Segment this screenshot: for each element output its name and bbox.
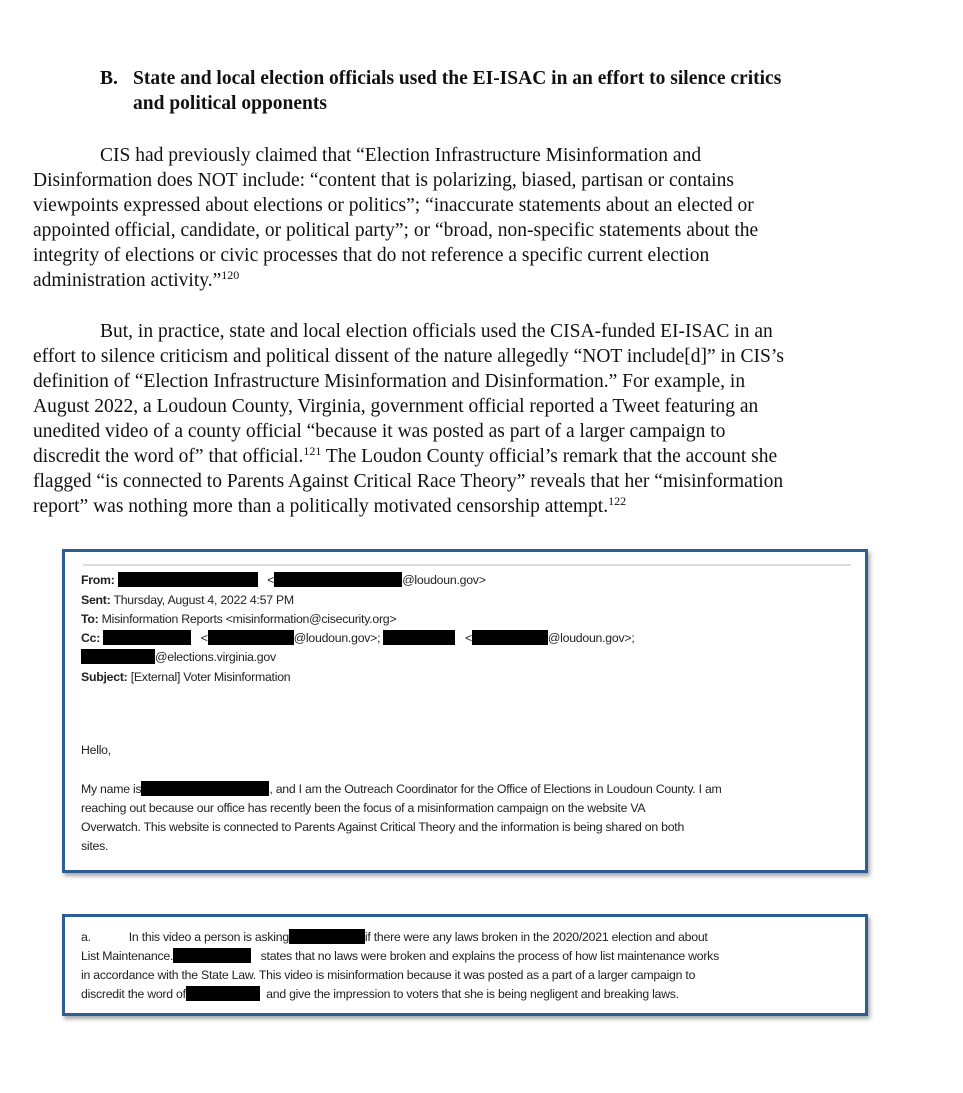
text: report” was nothing more than a politically motivated censorship attempt. [33, 496, 609, 517]
footnote-ref: 120 [221, 268, 240, 282]
section-heading-line2: and political opponents [133, 93, 327, 114]
email-body-line: Overwatch. This website is connected to Parents Against Critical Theory and the information is being shared on both [81, 820, 685, 834]
text-line: But, in practice, state and local election officials used the CISA-funded EI-ISAC in an [100, 321, 773, 342]
section-heading-line1: State and local election officials used the EI-ISAC in an effort to silence critics [133, 68, 782, 89]
email-cc: Cc: < @loudoun.gov>; < @loudoun.gov>; [81, 631, 635, 645]
text-line: viewpoints expressed about elections or politics”; “inaccurate statements about an elected or [33, 195, 754, 216]
excerpt-line: List Maintenance. states that no laws were broken and explains the process of how list maintenance works [81, 949, 719, 963]
email-body-line: reaching out because our office has recently been the focus of a misinformation campaign on the website VA [81, 801, 646, 815]
email-greeting: Hello, [81, 743, 111, 757]
text-line: August 2022, a Loudoun County, Virginia, government official reported a Tweet featuring an [33, 396, 759, 417]
excerpt-line: a. In this video a person is asking if there were any laws broken in the 2020/2021 election and about [81, 930, 708, 944]
text-line [33, 444, 777, 469]
email-cc-cont: @elections.virginia.gov [81, 649, 276, 665]
text-line [33, 268, 239, 293]
email-from: From: < @loudoun.gov> [81, 573, 486, 587]
text: The Loudon County official’s remark that the account she [321, 446, 778, 467]
email-to: To: Misinformation Reports <misinformation@cisecurity.org> [81, 612, 397, 626]
email-excerpt [62, 914, 868, 1016]
text-line: unedited video of a county official “because it was posted as part of a larger campaign to [33, 421, 726, 442]
excerpt-line: discredit the word of and give the impression to voters that she is being negligent and breaking laws. [81, 987, 679, 1001]
text: discredit the word of” that official. [33, 446, 304, 467]
excerpt-line: in accordance with the State Law. This video is misinformation because it was posted as a part of a larger campaign to [81, 968, 696, 982]
email-body-line: sites. [81, 839, 109, 853]
email-body-line: My name is , and I am the Outreach Coordinator for the Office of Elections in Loudoun County. I am [81, 782, 722, 796]
divider [83, 564, 851, 566]
text-line: integrity of elections or civic processes that do not reference a specific current election [33, 245, 710, 266]
text-line: definition of “Election Infrastructure Misinformation and Disinformation.” For example, in [33, 371, 746, 392]
email-screenshot [62, 549, 868, 873]
text-line [33, 494, 626, 519]
footnote-ref: 122 [608, 494, 627, 508]
text-line: Disinformation does NOT include: “content that is polarizing, biased, partisan or contains [33, 170, 734, 191]
text-line: flagged “is connected to Parents Against Critical Race Theory” reveals that her “misinformation [33, 471, 784, 492]
text-line: appointed official, candidate, or political party”; or “broad, non-specific statements about the [33, 220, 759, 241]
text: administration activity.” [33, 270, 222, 291]
email-sent: Sent: Thursday, August 4, 2022 4:57 PM [81, 593, 294, 607]
footnote-ref: 121 [303, 444, 322, 458]
email-subject: Subject: [External] Voter Misinformation [81, 670, 291, 684]
text-line: CIS had previously claimed that “Election Infrastructure Misinformation and [100, 145, 702, 166]
text-line: effort to silence criticism and political dissent of the nature allegedly “NOT include[d]” in CIS’s [33, 346, 784, 367]
section-marker: B. [100, 68, 118, 89]
